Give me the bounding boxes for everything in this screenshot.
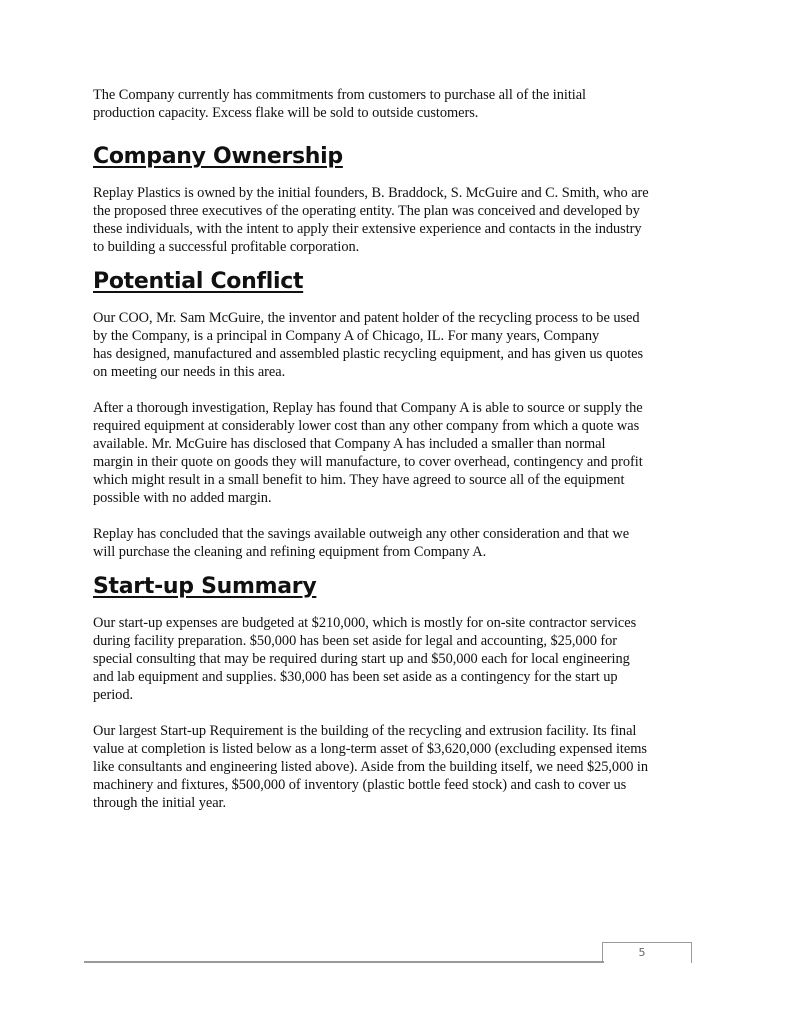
text-line: machinery and fixtures, $500,000 of inventory (plastic bottle feed stock) and cash to cover us [93,777,627,793]
page-content [93,86,703,812]
page-number: 5 [638,946,646,959]
text-line: to building a successful profitable corporation. [93,239,360,255]
text-line: possible with no added margin. [93,490,272,506]
text-line: and lab equipment and supplies. $30,000 has been set aside as a contingency for the start up [93,669,618,685]
text-line: these individuals, with the intent to apply their extensive experience and contacts in the industry [93,221,642,237]
text-line: which might result in a small benefit to him. They have agreed to source all of the equipment [93,472,625,488]
heading-startup-summary: Start-up Summary [93,574,317,599]
text-line: will purchase the cleaning and refining equipment from Company A. [93,544,487,560]
startup-paragraph-1 [93,614,703,704]
conflict-paragraph-2 [93,399,703,507]
intro-paragraph [93,86,703,122]
text-line: Our start-up expenses are budgeted at $210,000, which is mostly for on-site contractor services [93,615,637,631]
text-line: margin in their quote on goods they will manufacture, to cover overhead, contingency and profit [93,454,643,470]
text-line: like consultants and engineering listed above). Aside from the building itself, we need $25,000 in [93,759,649,775]
conflict-paragraph-1 [93,309,703,381]
text-line: The Company currently has commitments from customers to purchase all of the initial [93,87,587,103]
text-line: Replay has concluded that the savings available outweigh any other consideration and that we [93,526,630,542]
text-line: required equipment at considerably lower cost than any other company from which a quote was [93,418,640,434]
text-line: by the Company, is a principal in Company A of Chicago, IL. For many years, Company [93,328,600,344]
text-line: available. Mr. McGuire has disclosed that Company A has included a smaller than normal [93,436,606,452]
heading-potential-conflict: Potential Conflict [93,269,304,294]
text-line: during facility preparation. $50,000 has been set aside for legal and accounting, $25,000 for [93,633,618,649]
text-line: special consulting that may be required during start up and $50,000 each for local engineering [93,651,630,667]
text-line: Replay Plastics is owned by the initial founders, B. Braddock, S. McGuire and C. Smith, who are [93,185,649,201]
conflict-paragraph-3 [93,525,703,561]
heading-company-ownership: Company Ownership [93,144,343,169]
text-line: has designed, manufactured and assembled plastic recycling equipment, and has given us quotes [93,346,644,362]
text-line: production capacity. Excess flake will be sold to outside customers. [93,105,479,121]
text-line: Our largest Start-up Requirement is the building of the recycling and extrusion facility. Its final [93,723,637,739]
text-line: After a thorough investigation, Replay has found that Company A is able to source or supply the [93,400,643,416]
text-line: on meeting our needs in this area. [93,364,286,380]
startup-paragraph-2 [93,722,703,812]
ownership-paragraph [93,184,703,256]
page-number-box [602,942,692,963]
text-line: value at completion is listed below as a long-term asset of $3,620,000 (excluding expensed items [93,741,647,757]
text-line: the proposed three executives of the operating entity. The plan was conceived and developed by [93,203,640,219]
text-line: period. [93,687,134,703]
footer-rule [84,961,604,963]
text-line: through the initial year. [93,795,227,811]
text-line: Our COO, Mr. Sam McGuire, the inventor and patent holder of the recycling process to be used [93,310,640,326]
